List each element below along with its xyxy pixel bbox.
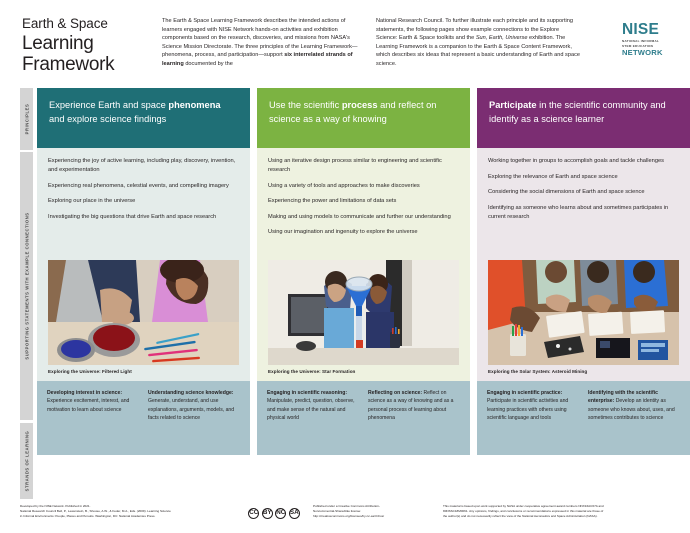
- photo-asteroid-mining: [488, 260, 679, 365]
- statement-item: Exploring our place in the universe: [48, 198, 136, 204]
- footer-credits: [20, 504, 235, 519]
- principle-text-post: in the scientific community and identify as a science learner: [489, 100, 666, 124]
- principle-header-phenomena: [37, 88, 250, 148]
- footer-license-line-2: Noncommercial-ShareAlike license:: [313, 508, 362, 513]
- strand-text: Reflect on science as a way of knowing and as a personal process of learning about phenomena: [368, 390, 454, 421]
- footer-license: [313, 504, 433, 519]
- supporting-statements-participation: [477, 148, 690, 260]
- statement-item: Identifying as someone who learns about and sometimes participates in current research: [488, 204, 669, 220]
- principle-columns: [37, 88, 690, 455]
- column-phenomena: [37, 88, 250, 455]
- principle-text-post: and reflect on science as a way of knowing: [269, 100, 437, 124]
- strands-phenomena: [37, 381, 250, 455]
- footer-license-url[interactable]: http://creativecommons.org/licenses/by-nc-sa/3.0/us/: [313, 513, 385, 518]
- strand-item: [368, 389, 460, 445]
- page-footer: [20, 504, 675, 519]
- column-process: [257, 88, 470, 455]
- photo-caption: Exploring the Universe: Filtered Light: [48, 369, 132, 374]
- photo-container-participation: [477, 260, 690, 365]
- photo-container-phenomena: [37, 260, 250, 365]
- footer-credit-line-1: Developed by the NISE Network. Published in 2021.: [20, 504, 91, 508]
- rail-strands-of-learning: [20, 423, 33, 499]
- supporting-statements-process: [257, 148, 470, 260]
- logo-subtitle-line-1: NATIONAL INFORMAL: [622, 38, 660, 43]
- title-line-1: Earth & Space: [22, 16, 108, 31]
- statement-item: Experiencing the joy of active learning, including play, discovery, invention, and experimentation: [48, 158, 236, 173]
- statement-item: Experiencing the power and limitations of data sets: [268, 198, 397, 204]
- strand-title: Engaging in scientific reasoning:: [267, 390, 348, 396]
- statement-item: Working together in groups to accomplish goals and tackle challenges: [488, 158, 664, 164]
- statement-item: Making and using models to communicate and further our understanding: [268, 213, 451, 220]
- footer-disclaimer-line-3: the author(s) and do not necessarily reflect the view of the National Aeronautics and Space Administration (NASA).: [443, 513, 598, 518]
- strand-text: Generate, understand, and use explanations, arguments, models, and facts related to science: [148, 398, 235, 421]
- statement-item: Using an iterative design process similar to engineering and scientific research: [268, 158, 442, 173]
- rail-supporting-statements: [20, 152, 33, 420]
- footer-credit-line-2: National Research Council Bell, P., Lewenstein, B., Shouse, A.W., & Feder, M.A., Eds. (2009). Learning Science: [20, 508, 171, 513]
- statement-item: Considering the social dimensions of Earth and space science: [488, 189, 645, 195]
- principle-header-process: [257, 88, 470, 148]
- strand-title: Reflecting on science:: [368, 390, 423, 396]
- strand-title: Identifying with the scientific enterprise:: [588, 390, 658, 405]
- cc-by-icon: BY: [262, 508, 273, 519]
- photo-filtered-light: [48, 260, 239, 365]
- principle-text-pre: Experience Earth and space: [49, 100, 169, 110]
- nise-network-logo: [618, 12, 676, 57]
- statement-item: Exploring the relevance of Earth and space science: [488, 173, 618, 180]
- intro-text-a2: six interrelated strands of learning: [162, 52, 353, 67]
- cc-nc-icon: NC: [275, 508, 286, 519]
- intro-paragraph-right: [376, 17, 581, 68]
- intro-text-block: [162, 12, 618, 68]
- rail-strands-label: STRANDS OF LEARNING: [24, 430, 29, 492]
- principle-text-post: and explore science findings: [49, 113, 167, 124]
- footer-disclaimer-line-2: 80NSSC18M0061. Any opinions, findings, and conclusions or recommendations expressed in this material are those of: [443, 508, 604, 513]
- footer-disclaimer-line-1: This material is based upon work supported by NASA under cooperative agreement award numbers NNX16AC67A and: [443, 504, 604, 508]
- strand-title: Engaging in scientific practice:: [487, 390, 563, 396]
- footer-credit-line-3: in Informal Environments: People, Places and Pursuits. Washington, DC: National Academies Press.: [20, 513, 156, 518]
- strand-item: [588, 389, 680, 445]
- caption-container-process: [257, 365, 470, 381]
- title-line-3: Framework: [22, 54, 115, 76]
- intro-text-a3: documented by the: [183, 60, 233, 67]
- title-line-2: Learning: [22, 32, 94, 54]
- rail-principles: [20, 88, 33, 150]
- strand-item: [487, 389, 579, 445]
- intro-paragraph-left: [162, 17, 362, 68]
- creative-commons-badges: [235, 504, 313, 519]
- page-header: [0, 0, 690, 83]
- strand-text: Participate in scientific activities and learning practices with others using scientific language and tools: [487, 398, 569, 421]
- photo-caption: Exploring the Universe: Star Formation: [268, 369, 356, 374]
- strand-title: Understanding science knowledge:: [148, 390, 234, 396]
- statement-item: Experiencing real phenomena, celestial events, and compelling imagery: [48, 182, 229, 189]
- footer-nasa-disclaimer: [433, 504, 675, 519]
- statement-item: Investigating the big questions that drive Earth and space research: [48, 213, 217, 220]
- strand-text: Manipulate, predict, question, observe, and make sense of the natural and physical world: [267, 398, 355, 421]
- caption-container-participation: [477, 365, 690, 381]
- principle-text-pre: Use the scientific: [269, 100, 342, 110]
- footer-license-line-1: Published under a Creative Commons Attribution-: [313, 504, 380, 508]
- strand-text: Experience excitement, interest, and motivation to learn about science: [47, 398, 130, 413]
- principle-text-bold: phenomena: [168, 100, 221, 110]
- intro-text-a1: The Earth & Space Learning Framework describes the intended actions of learners engaged with NISE Network hands-on activities and exhibition components based on the research, discoveries, and missions from NASA's Science Mission Directorate. The three principles of the Learning Framework—phenomena, process, and participation—support: [162, 18, 358, 58]
- principle-text-bold: process: [341, 100, 378, 110]
- strand-item: [148, 389, 240, 445]
- strands-process: [257, 381, 470, 455]
- caption-container-phenomena: [37, 365, 250, 381]
- photo-container-process: [257, 260, 470, 365]
- principle-header-participation: [477, 88, 690, 148]
- statement-item: Using a variety of tools and approaches to make discoveries: [268, 182, 420, 189]
- logo-network-word: NETWORK: [622, 48, 663, 58]
- rail-supporting-label: SUPPORTING STATEMENTS WITH EXAMPLE CONNECTIONS: [24, 212, 29, 360]
- intro-text-b1: National Research Council. To further illustrate each principle and its supporting statements, the following pages show example connections to the Explore Science: Earth & Space toolkits and the: [376, 18, 574, 41]
- logo-wordmark: NISE: [622, 21, 659, 38]
- photo-star-formation: [268, 260, 459, 365]
- strand-item: [267, 389, 359, 445]
- strand-title: Developing interest in science:: [47, 390, 123, 396]
- strands-participation: [477, 381, 690, 455]
- logo-subtitle-line-2: STEM EDUCATION: [622, 43, 654, 48]
- page-title: [22, 12, 162, 75]
- supporting-statements-phenomena: [37, 148, 250, 260]
- intro-text-b2: Sun, Earth, Universe: [475, 35, 528, 41]
- intro-text-b3: exhibition. The Learning Framework is a companion to the Earth & Space Content Framework, which describes six ideas that represent a basic understanding of Earth and space science.: [376, 35, 580, 67]
- rail-principles-label: PRINCIPLES: [24, 103, 29, 135]
- strand-item: [47, 389, 139, 445]
- photo-caption: Exploring the Solar System: Asteroid Mining: [488, 369, 588, 374]
- cc-sa-icon: SA: [289, 508, 300, 519]
- statement-item: Using our imagination and ingenuity to explore the universe: [268, 229, 418, 235]
- column-participation: [477, 88, 690, 455]
- principle-text-bold: Participate: [489, 100, 537, 110]
- cc-icon: CC: [248, 508, 259, 519]
- strand-text: Develop an identity as someone who knows about, uses, and sometimes contributes to science: [588, 398, 675, 421]
